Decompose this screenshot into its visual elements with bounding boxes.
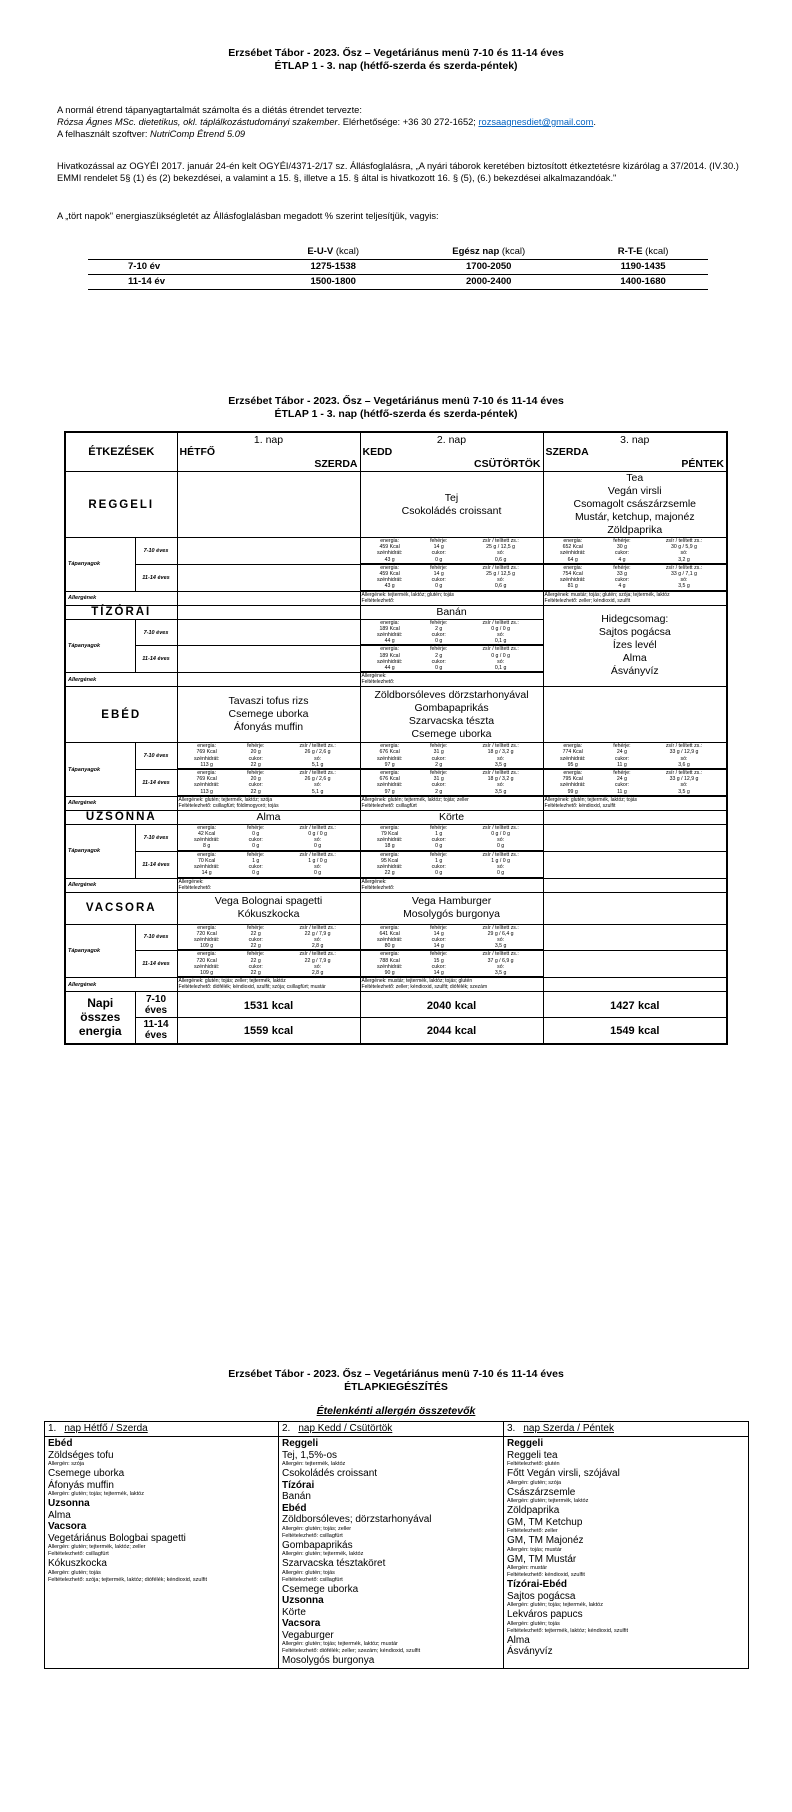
nutrients-reggeli-3 xyxy=(543,564,727,591)
allergens-reggeli-1 xyxy=(177,591,360,605)
day-number: 3. nap xyxy=(620,434,650,446)
allergen-note: Allergén: glutén; tojás; zeller xyxy=(282,1525,352,1532)
allergens-uzsonna-3 xyxy=(543,878,727,892)
nutrient-row xyxy=(65,951,727,978)
author-name: Rózsa Ágnes MSc. dietetikus, okl. táplálkozástudományi szakember xyxy=(57,117,338,127)
allergen-note: Allergén: tejtermék, laktóz xyxy=(282,1461,346,1467)
food-item: GM, TM Mustár xyxy=(507,1553,577,1565)
nutrients-uzsonna-3 xyxy=(543,824,727,851)
nutrient-row xyxy=(65,824,727,851)
food-item: Áfonyás muffin xyxy=(48,1479,114,1491)
allergenek-label: Allergének xyxy=(65,878,177,892)
intro-line1: A normál étrend tápanyagtartalmát számolta és a diétás étrendet tervezte: xyxy=(57,105,362,115)
total-value: 1531 xyxy=(243,999,269,1012)
day-header-1 xyxy=(177,432,360,472)
nutrients-vacsora-3 xyxy=(543,951,727,978)
nutrition-box: energia: fehérje: zsír / telített zs.: 720 Kcal 22 g 22 g / 7,9 g szénhidrát: cukor: só: 109 g 22 g 2,8 g xyxy=(178,951,360,977)
nutrition-box: energia: fehérje: zsír / telített zs.: 459 Kcal 14 g 25 g / 12,5 g szénhidrát: cukor: só: 43 g 0 g 0,6 g xyxy=(361,538,543,564)
meal-heading: Vacsora xyxy=(48,1521,87,1532)
dish-tizorai-1 xyxy=(177,605,360,619)
nutrient-row xyxy=(65,770,727,797)
nutrition-box: energia: fehérje: zsír / telített zs.: 189 Kcal 2 g 0 g / 0 g szénhidrát: cukor: só: 44 g 0 g 0,1 g xyxy=(361,620,543,646)
food-item: Banán xyxy=(282,1491,311,1502)
allergens-uzsonna-1: Allergének: Feltételezhető: xyxy=(177,878,360,892)
allergen-note: Allergén: glutén; szója xyxy=(507,1479,562,1486)
allergens-ebed-2: Allergének: glutén; tejtermék, laktóz; tojás; zeller Feltételezhető: csillagfürt xyxy=(360,796,543,810)
allergen-note: Allergén: glutén; tojás; tejtermék, laktóz xyxy=(507,1602,603,1608)
contact-text: . Elérhetősége: +36 30 272-1652; xyxy=(337,117,479,127)
meal-heading: Ebéd xyxy=(282,1502,307,1514)
kcal-unit: kcal xyxy=(271,999,294,1012)
meal-heading: Reggeli xyxy=(507,1438,544,1449)
nutrition-box: energia: fehérje: zsír / telített zs.: 652 Kcal 30 g 30 g / 5,9 g szénhidrát: cukor: só: 64 g 4 g 3,2 g xyxy=(544,538,727,564)
tapanyagok-label: Tápanyagok xyxy=(65,924,135,978)
day-number: 2. nap xyxy=(436,434,467,446)
allergen-note: Allergén: glutén; tojás; tejtermék, laktóz; mustár xyxy=(282,1641,398,1647)
nutrition-box: energia: fehérje: zsír / telített zs.: 676 Kcal 31 g 18 g / 3,2 g szénhidrát: cukor: só: 97 g 2 g 3,5 g xyxy=(361,743,543,769)
allergens-ebed-3: Allergének: glutén; tejtermék, laktóz; tojás Feltételezhető: kéndioxid, szulfit xyxy=(543,796,727,810)
allergen-header-row xyxy=(45,1422,749,1437)
email-link[interactable]: rozsaagnesdiet@gmail.com xyxy=(478,117,594,127)
allergen-table xyxy=(44,1421,749,1669)
age-label: 11-14 éves xyxy=(135,951,177,978)
title-line2: ÉTLAP 1 - 3. nap (hétfő-szerda és szerda-péntek) xyxy=(274,59,518,72)
allergen-col-head-2: 2. nap Kedd / Csütörtök xyxy=(279,1422,504,1437)
allergenek-label: Allergének xyxy=(65,796,177,810)
food-item: Gombapaprikás xyxy=(282,1539,353,1551)
allergen-note: Allergén: glutén; tojás xyxy=(507,1620,560,1627)
dish-tizorai-2: Banán xyxy=(360,605,543,619)
food-item: Császárzsemle xyxy=(507,1486,576,1498)
tapanyagok-label: Tápanyagok xyxy=(65,824,135,878)
menu-header-row xyxy=(65,432,727,472)
total-value: 1427 xyxy=(610,999,635,1012)
allergens-vacsora-3 xyxy=(543,978,727,992)
allergen-col-3 xyxy=(504,1437,749,1669)
allergens-uzsonna-2: Allergének: Feltételezhető: xyxy=(360,878,543,892)
dish-ebed-3 xyxy=(543,687,727,743)
allergenek-label: Allergének xyxy=(65,591,177,605)
header-rte: R-T-E (kcal) xyxy=(617,245,669,257)
header-egesz-nap: Egész nap (kcal) xyxy=(452,245,526,257)
food-item: Csokoládés croissant xyxy=(282,1468,378,1479)
nutrition-box: energia: fehérje: zsír / telített zs.: 641 Kcal 14 g 29 g / 6,4 g szénhidrát: cukor: só: 80 g 14 g 3,5 g xyxy=(361,925,543,951)
nutrition-box: energia: fehérje: zsír / telített zs.: 769 Kcal 20 g 26 g / 2,6 g szénhidrát: cukor: só: 113 g 22 g 5,1 g xyxy=(178,743,360,769)
nutrients-tizorai-1 xyxy=(177,646,360,673)
nutrient-row xyxy=(65,924,727,951)
day-left: SZERDA xyxy=(545,446,589,458)
kcal-unit: kcal xyxy=(637,1025,660,1038)
nutrition-box: energia: fehérje: zsír / telített zs.: 189 Kcal 2 g 0 g / 0 g szénhidrát: cukor: só: 44 g 0 g 0,1 g xyxy=(361,646,543,672)
nutrients-tizorai-2 xyxy=(360,646,543,673)
menu-title-block xyxy=(0,395,792,420)
allergen-col-head-1: 1. nap Hétfő / Szerda xyxy=(45,1422,279,1437)
day-right: PÉNTEK xyxy=(681,458,725,470)
page-title-block xyxy=(0,47,792,72)
age-label: 7-10 éves xyxy=(135,743,177,770)
total-kcal-3 xyxy=(543,1018,727,1044)
day-left: KEDD xyxy=(362,446,393,458)
age-label: 11-14 éves xyxy=(135,770,177,797)
age-label: 7-10 éves xyxy=(135,619,177,646)
food-item: Zöldséges tofu xyxy=(48,1449,114,1461)
meal-tizorai: TÍZÓRAI xyxy=(65,605,177,619)
day-left: HÉTFŐ xyxy=(179,446,216,458)
dish-reggeli-3: Tea Vegán virsli Csomagolt császárzsemle Mustár, ketchup, majonéz Zöldpaprika xyxy=(543,472,727,538)
row-tizorai xyxy=(65,605,727,619)
food-item: Sajtos pogácsa xyxy=(507,1590,576,1602)
nutrients-uzsonna-2 xyxy=(360,824,543,851)
total-label: Napi összes energia xyxy=(65,992,135,1044)
header-euv: E-U-V (kcal) xyxy=(307,245,360,257)
supp-title-line1: Erzsébet Tábor - 2023. Ősz – Vegetáriánus menü 7-10 és 11-14 éves xyxy=(228,1368,564,1380)
nutrients-ebed-1 xyxy=(177,770,360,797)
allergen-note: Feltételezhető: csillagfürt xyxy=(48,1551,109,1557)
allergen-note: Feltételezhető: zeller xyxy=(507,1528,558,1534)
allergen-row xyxy=(65,796,727,810)
allergens-ebed-1: Allergének: glutén; tejtermék, laktóz; szója Feltételezhető: csillagfürt; földimogyoró; tojás xyxy=(177,796,360,810)
energy-row-7-10: 7-10 év 1275-1538 1700-2050 1190-1435 xyxy=(88,259,708,274)
total-kcal-2 xyxy=(360,1018,543,1044)
meal-reggeli: REGGELI xyxy=(65,472,177,538)
kcal-unit: kcal xyxy=(637,999,660,1012)
allergens-tizorai-2: Allergének: Feltételezhető: xyxy=(360,673,543,687)
age-label: 11-14 éves xyxy=(135,851,177,878)
allergen-note: Feltételezhető: glutén xyxy=(507,1461,560,1467)
allergen-note: Feltételezhető: tejtermék, laktóz; kéndioxid, szulfit xyxy=(507,1627,629,1634)
allergens-vacsora-2: Allergének: mustár; tejtermék, laktóz; tojás; glutén Feltételezhető: zeller; kéndioxid, szulfit; diófélék; szezám xyxy=(360,978,543,992)
title-line1: Erzsébet Tábor - 2023. Ősz – Vegetáriánus menü 7-10 és 11-14 éves xyxy=(228,47,564,59)
allergens-reggeli-3: Allergének: mustár; tojás; glutén; szója; tejtermék, laktóz Feltételezhető: zeller; kéndioxid, szulfit xyxy=(543,591,727,605)
food-item: Ásványvíz xyxy=(507,1646,553,1657)
food-item: Vegetáriánus Bologbai spagetti xyxy=(48,1532,186,1544)
intro-block xyxy=(57,104,747,140)
menu-title-line1: Erzsébet Tábor - 2023. Ősz – Vegetáriánus menü 7-10 és 11-14 éves xyxy=(228,395,564,407)
allergen-note: Feltételezhető: csillagfürt xyxy=(282,1532,343,1539)
age-label: 11-14 éves xyxy=(135,564,177,591)
nutrition-box: energia: fehérje: zsír / telített zs.: 795 Kcal 24 g 33 g / 12,9 g szénhidrát: cukor: só: 99 g 11 g 3,5 g xyxy=(544,770,727,796)
age-label: 7-10 éves xyxy=(135,538,177,565)
allergen-note: Allergén: tojás; mustár xyxy=(507,1546,562,1553)
meal-vacsora: VACSORA xyxy=(65,892,177,924)
food-item: GM, TM Ketchup xyxy=(507,1516,583,1528)
nutrient-row xyxy=(65,564,727,591)
total-row xyxy=(65,992,727,1018)
supp-subtitle: Ételenkénti allergén összetevők xyxy=(316,1405,476,1418)
nutrients-vacsora-1 xyxy=(177,951,360,978)
allergen-col-head-3: 3. nap Szerda / Péntek xyxy=(504,1422,749,1437)
nutrients-uzsonna-1 xyxy=(177,824,360,851)
supp-title-block xyxy=(0,1368,792,1418)
allergenek-label: Allergének xyxy=(65,673,177,687)
day-header-2 xyxy=(360,432,543,472)
total-value: 2044 xyxy=(426,1025,452,1038)
total-value: 2040 xyxy=(426,999,452,1012)
nutrients-ebed-3 xyxy=(543,743,727,770)
allergens-vacsora-1: Allergének: glutén; tojás; zeller; tejtermék, laktóz Feltételezhető: diófélék; kéndioxid, szulfit; szója; csillagfürt; mustár xyxy=(177,978,360,992)
nutrients-uzsonna-3 xyxy=(543,851,727,878)
meal-uzsonna: UZSONNA xyxy=(65,810,177,824)
total-kcal-2 xyxy=(360,992,543,1018)
allergenek-label: Allergének xyxy=(65,978,177,992)
energy-table-header xyxy=(88,244,708,259)
allergen-col-2 xyxy=(279,1437,504,1669)
meal-heading: Ebéd xyxy=(48,1438,73,1449)
total-age: 7-10 éves xyxy=(135,992,177,1018)
allergens-tizorai-1 xyxy=(177,673,360,687)
nutrients-reggeli-2 xyxy=(360,538,543,565)
supp-title-line2: ÉTLAPKIEGÉSZÍTÉS xyxy=(344,1380,448,1393)
tapanyagok-label: Tápanyagok xyxy=(65,538,135,592)
age-label: 11-14 éves xyxy=(135,646,177,673)
meal-heading: Tízórai-Ebéd xyxy=(507,1579,568,1590)
kcal-unit: kcal xyxy=(454,999,477,1012)
row-ebed xyxy=(65,687,727,743)
age-label: 7-10 éves xyxy=(135,924,177,951)
food-item: Kókuszkocka xyxy=(48,1558,107,1569)
nutrients-vacsora-2 xyxy=(360,924,543,951)
torte-napok-line: A „tört napok" energiaszükségletét az Állásfoglalásban megadott % szerint teljesítjük, vagyis: xyxy=(57,211,439,221)
nutrients-vacsora-1 xyxy=(177,924,360,951)
total-kcal-1 xyxy=(177,1018,360,1044)
nutrients-reggeli-1 xyxy=(177,538,360,565)
allergen-note: Allergén: glutén; tejtermék, laktóz xyxy=(282,1551,364,1557)
allergen-note: Allergén: glutén; tojás xyxy=(48,1569,101,1576)
dish-reggeli-2: Tej Csokoládés croissant xyxy=(360,472,543,538)
nutrients-reggeli-1 xyxy=(177,564,360,591)
food-item: Lekváros papucs xyxy=(507,1609,583,1620)
nutrition-box: energia: fehérje: zsír / telített zs.: 788 Kcal 15 g 37 g / 6,9 g szénhidrát: cukor: só: 90 g 14 g 3,5 g xyxy=(361,951,543,977)
nutrients-vacsora-2 xyxy=(360,951,543,978)
nutrition-box: energia: fehérje: zsír / telített zs.: 79 Kcal 1 g 0 g / 0 g szénhidrát: cukor: só: 18 g 0 g 0 g xyxy=(361,825,543,851)
food-item: Zöldpaprika xyxy=(507,1505,560,1516)
allergen-body-row xyxy=(45,1437,749,1669)
total-age: 11-14 éves xyxy=(135,1018,177,1044)
nutrients-reggeli-3 xyxy=(543,538,727,565)
allergen-note: Feltételezhető: szója; tejtermék, laktóz; diófélék; kéndioxid, szulfit xyxy=(48,1576,207,1583)
food-item: Zöldborsóleves; dörzstarhonyával xyxy=(282,1514,432,1525)
meal-heading: Uzsonna xyxy=(48,1498,90,1509)
reference-paragraph: Hivatkozással az OGYÉI 2017. január 24-én kelt OGYÉI/4371-2/17 sz. Állásfoglalásra, „A nyári táborok keretében biztosított étkeztetésre kizárólag a 37/2014. (IV.30.) EMMI rendelet 5§ (1) és (2) bekezdései, a valamint a 15. §, illetve a 15. § által is hivatkozott 16. § (5), (6.) bekezdései alkalmazandóak." xyxy=(57,161,739,183)
nutrition-box: energia: fehérje: zsír / telített zs.: 769 Kcal 20 g 26 g / 2,6 g szénhidrát: cukor: só: 113 g 22 g 5,1 g xyxy=(178,770,360,796)
nutrition-box: energia: fehérje: zsír / telített zs.: 459 Kcal 14 g 25 g / 12,5 g szénhidrát: cukor: só: 43 g 0 g 0,6 g xyxy=(361,565,543,591)
row-reggeli xyxy=(65,472,727,538)
dish-vacsora-3 xyxy=(543,892,727,924)
meal-ebed: EBÉD xyxy=(65,687,177,743)
total-kcal-3 xyxy=(543,992,727,1018)
nutrients-ebed-1 xyxy=(177,743,360,770)
allergen-note: Feltételezhető: kéndioxid, szulfit xyxy=(507,1572,585,1578)
nutrients-ebed-3 xyxy=(543,770,727,797)
allergen-row xyxy=(65,591,727,605)
software-line xyxy=(57,128,747,140)
total-kcal-1 xyxy=(177,992,360,1018)
nutrition-box: energia: fehérje: zsír / telített zs.: 42 Kcal 0 g 0 g / 0 g szénhidrát: cukor: só: 8 g 0 g 0 g xyxy=(178,825,360,851)
dish-uzsonna-2: Körte xyxy=(360,810,543,824)
food-item: Alma xyxy=(507,1634,530,1646)
nutrients-uzsonna-1 xyxy=(177,851,360,878)
total-value: 1559 xyxy=(243,1025,269,1038)
nutrient-row xyxy=(65,743,727,770)
row-uzsonna xyxy=(65,810,727,824)
food-item: Körte xyxy=(282,1606,306,1618)
dish-tizorai-3: Hidegcsomag: Sajtos pogácsa Ízes levél Alma Ásványvíz xyxy=(543,605,727,687)
intro-author-line: Rózsa Ágnes MSc. dietetikus, okl. táplálkozástudományi szakember. Elérhetősége: +36 30 272-1652; rozsaagnesdiet@gmail.com. xyxy=(57,117,596,127)
day-number: 1. nap xyxy=(253,434,284,446)
nutrition-box: energia: fehérje: zsír / telített zs.: 676 Kcal 31 g 18 g / 3,2 g szénhidrát: cukor: só: 97 g 2 g 3,5 g xyxy=(361,770,543,796)
meal-heading: Uzsonna xyxy=(282,1595,324,1606)
food-item: Alma xyxy=(48,1509,71,1521)
day-right: CSÜTÖRTÖK xyxy=(474,458,541,470)
tapanyagok-label: Tápanyagok xyxy=(65,619,135,673)
nutrients-ebed-2 xyxy=(360,743,543,770)
total-row xyxy=(65,1018,727,1044)
dish-reggeli-1 xyxy=(177,472,360,538)
allergen-note: Allergén: glutén; tojás xyxy=(282,1569,335,1576)
allergen-row xyxy=(65,978,727,992)
dish-ebed-1: Tavaszi tofus rizs Csemege uborka Áfonyás muffin xyxy=(177,687,360,743)
nutrition-box: energia: fehérje: zsír / telített zs.: 720 Kcal 22 g 22 g / 7,9 g szénhidrát: cukor: só: 109 g 22 g 2,8 g xyxy=(178,925,360,951)
food-item: Szarvacska tésztaköret xyxy=(282,1558,386,1569)
energy-percent-table xyxy=(88,244,708,290)
dish-vacsora-2: Vega Hamburger Mosolygós burgonya xyxy=(360,892,543,924)
nutrients-reggeli-2 xyxy=(360,564,543,591)
nutrition-box: energia: fehérje: zsír / telített zs.: 95 Kcal 1 g 1 g / 0 g szénhidrát: cukor: só: 22 g 0 g 0 g xyxy=(361,852,543,878)
tapanyagok-label: Tápanyagok xyxy=(65,743,135,797)
nutrients-tizorai-2 xyxy=(360,619,543,646)
nutrients-vacsora-3 xyxy=(543,924,727,951)
nutrients-uzsonna-2 xyxy=(360,851,543,878)
food-item: Tej, 1,5%-os xyxy=(282,1449,338,1461)
nutrient-row xyxy=(65,851,727,878)
nutrition-box: energia: fehérje: zsír / telített zs.: 754 Kcal 33 g 33 g / 7,1 g szénhidrát: cukor: só: 81 g 4 g 3,5 g xyxy=(544,565,727,591)
food-item: GM, TM Majonéz xyxy=(507,1535,584,1546)
dish-uzsonna-1: Alma xyxy=(177,810,360,824)
nutrients-tizorai-1 xyxy=(177,619,360,646)
software-prefix: A felhasznált szoftver: xyxy=(57,129,151,139)
food-item: Csemege uborka xyxy=(48,1468,125,1479)
food-item: Főtt Vegán virsli, szójával xyxy=(507,1468,620,1479)
allergens-reggeli-2: Allergének: tejtermék, laktóz; glutén; tojás Feltételezhető: xyxy=(360,591,543,605)
age-label: 7-10 éves xyxy=(135,824,177,851)
food-item: Csemege uborka xyxy=(282,1583,359,1595)
kcal-unit: kcal xyxy=(454,1025,477,1038)
meal-heading: Tízórai xyxy=(282,1479,315,1491)
row-vacsora xyxy=(65,892,727,924)
menu-title-line2: ÉTLAP 1 - 3. nap (hétfő-szerda és szerda-péntek) xyxy=(274,407,518,420)
food-item: Reggeli tea xyxy=(507,1449,558,1461)
allergen-note: Feltételezhető: csillagfürt xyxy=(282,1576,343,1583)
day-right: SZERDA xyxy=(314,458,358,470)
kcal-unit: kcal xyxy=(271,1025,294,1038)
col-head-etkezesek: ÉTKEZÉSEK xyxy=(65,432,177,472)
day-header-3 xyxy=(543,432,727,472)
allergen-note: Allergén: glutén; tojás; tejtermék, laktóz xyxy=(48,1491,144,1497)
nutrition-box: energia: fehérje: zsír / telített zs.: 774 Kcal 24 g 33 g / 12,9 g szénhidrát: cukor: só: 95 g 11 g 3,6 g xyxy=(544,743,727,769)
meal-heading: Reggeli xyxy=(282,1438,319,1449)
total-value: 1549 xyxy=(610,1025,635,1038)
dish-uzsonna-3 xyxy=(543,810,727,824)
software-name: NutriComp Étrend 5.09 xyxy=(150,129,246,139)
nutrient-row xyxy=(65,538,727,565)
nutrition-box: energia: fehérje: zsír / telített zs.: 70 Kcal 1 g 1 g / 0 g szénhidrát: cukor: só: 14 g 0 g 0 g xyxy=(178,852,360,878)
allergen-note: Allergén: mustár xyxy=(507,1565,548,1571)
allergen-note: Allergén: szója xyxy=(48,1461,85,1467)
meal-heading: Vacsora xyxy=(282,1618,321,1629)
food-item: Vegaburger xyxy=(282,1629,334,1641)
menu-table xyxy=(64,431,728,1045)
dish-ebed-2: Zöldborsóleves dörzstarhonyával Gombapaprikás Szarvacska tészta Csemege uborka xyxy=(360,687,543,743)
dish-vacsora-1: Vega Bolognai spagetti Kókuszkocka xyxy=(177,892,360,924)
allergen-note: Allergén: glutén; tejtermék, laktóz xyxy=(507,1498,589,1504)
allergen-note: Allergén: glutén; tejtermék, laktóz; zeller xyxy=(48,1544,146,1550)
energy-row-11-14: 11-14 év 1500-1800 2000-2400 1400-1680 xyxy=(88,274,708,289)
food-item: Mosolygós burgonya xyxy=(282,1655,375,1666)
allergen-col-1 xyxy=(45,1437,279,1669)
nutrients-ebed-2 xyxy=(360,770,543,797)
allergen-note: Feltételezhető: diófélék; zeller; szezám; kéndioxid, szulfit xyxy=(282,1648,421,1654)
allergen-row xyxy=(65,878,727,892)
